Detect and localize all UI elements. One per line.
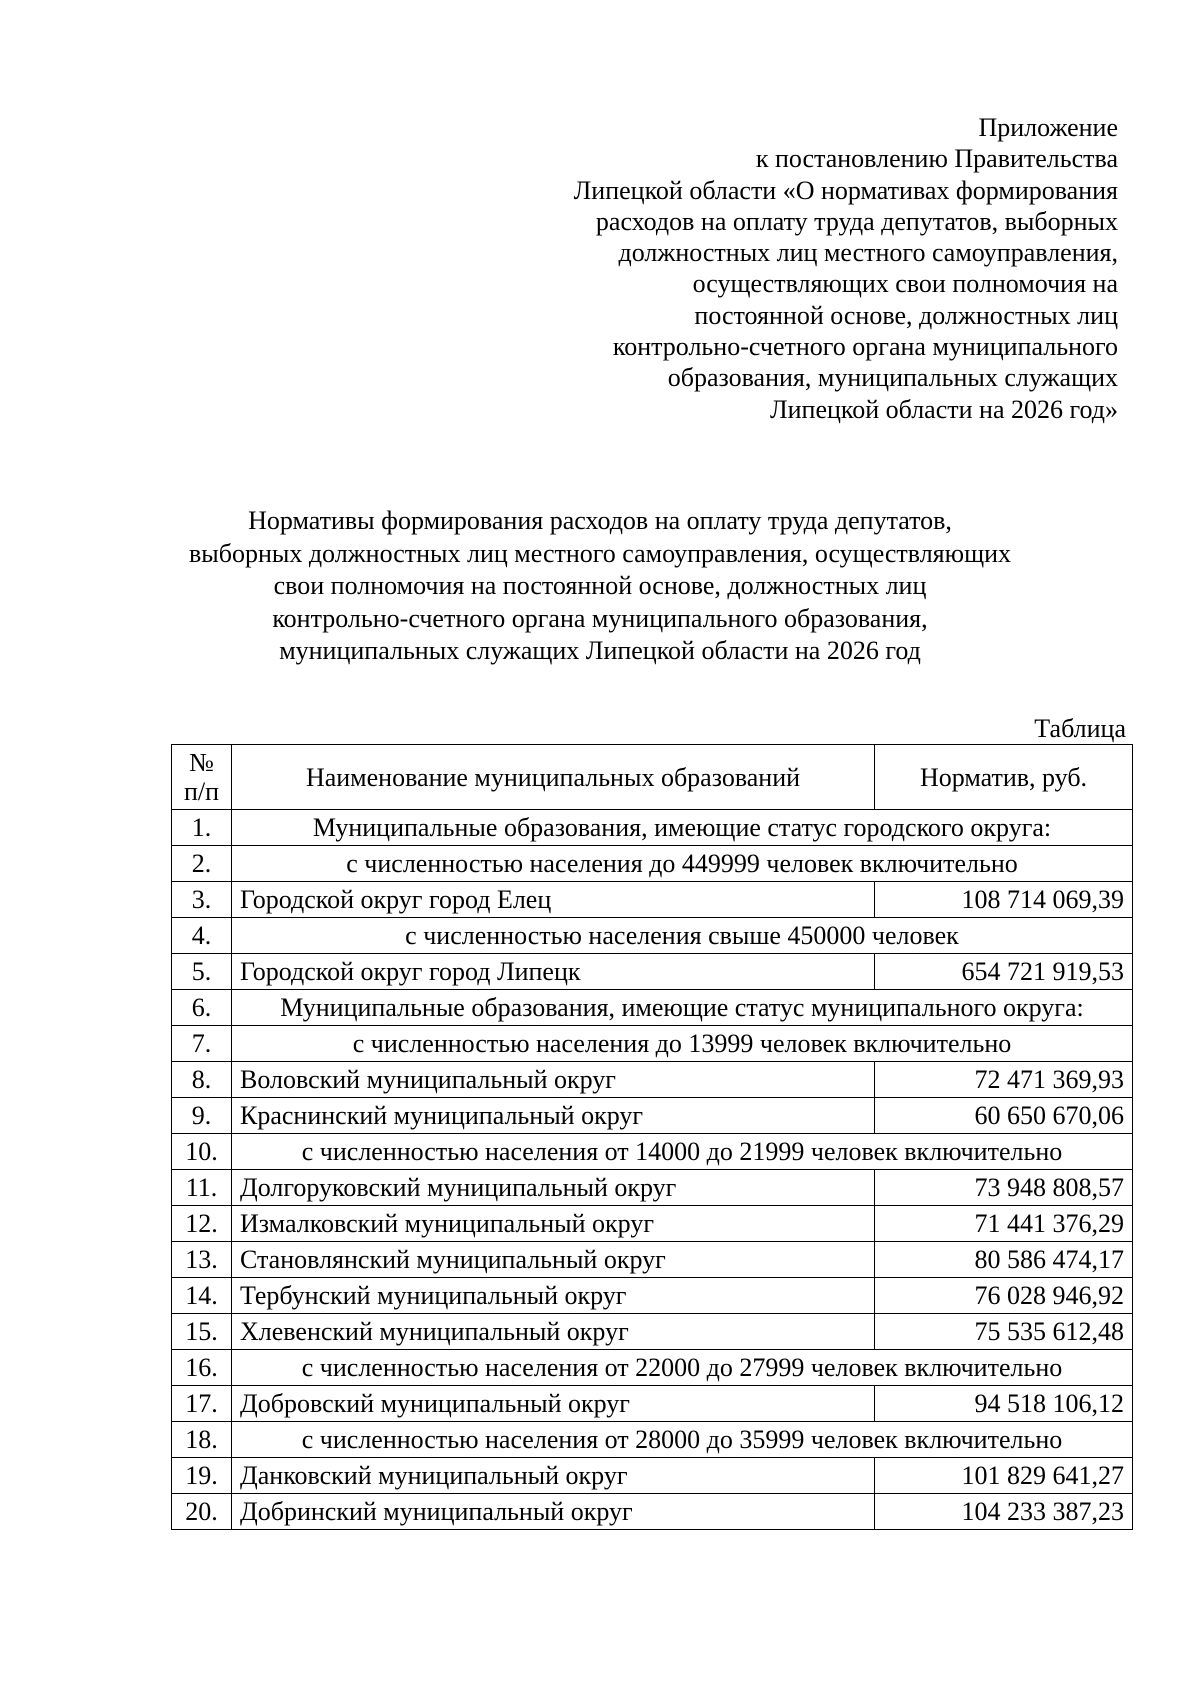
norm-value: 94 518 106,12	[875, 1386, 1133, 1422]
municipality-name: Городской округ город Липецк	[232, 954, 875, 990]
table-section-row	[172, 918, 1133, 954]
table-section-row	[172, 1422, 1133, 1458]
title-line: Нормативы формирования расходов на оплату труда депутатов,	[248, 506, 952, 535]
table-section-row	[172, 990, 1133, 1026]
norm-value: 73 948 808,57	[875, 1170, 1133, 1206]
section-heading: Муниципальные образования, имеющие статус городского округа:	[232, 810, 1133, 846]
table-row	[172, 1494, 1133, 1530]
table-body	[172, 810, 1133, 1530]
row-number: 4.	[172, 918, 232, 954]
row-number: 18.	[172, 1422, 232, 1458]
table-section-row	[172, 1026, 1133, 1062]
header-name: Наименование муниципальных образований	[232, 745, 875, 810]
section-heading: с численностью населения от 14000 до 21999 человек включительно	[232, 1134, 1133, 1170]
row-number: 17.	[172, 1386, 232, 1422]
appendix-line: Липецкой области на 2026 год»	[769, 394, 1118, 424]
row-number: 16.	[172, 1350, 232, 1386]
municipality-name: Становлянский муниципальный округ	[232, 1242, 875, 1278]
municipality-name: Добровский муниципальный округ	[232, 1386, 875, 1422]
norm-value: 80 586 474,17	[875, 1242, 1133, 1278]
municipality-name: Хлевенский муниципальный округ	[232, 1314, 875, 1350]
row-number: 7.	[172, 1026, 232, 1062]
norm-value: 60 650 670,06	[875, 1098, 1133, 1134]
row-number: 12.	[172, 1206, 232, 1242]
section-heading: с численностью населения до 13999 человек включительно	[232, 1026, 1133, 1062]
municipality-name: Добринский муниципальный округ	[232, 1494, 875, 1530]
appendix-line: образования, муниципальных служащих	[667, 363, 1118, 393]
row-number: 1.	[172, 810, 232, 846]
table-row	[172, 1458, 1133, 1494]
municipality-name: Городской округ город Елец	[232, 882, 875, 918]
row-number: 8.	[172, 1062, 232, 1098]
row-number: 3.	[172, 882, 232, 918]
norm-value: 654 721 919,53	[875, 954, 1133, 990]
norm-value: 101 829 641,27	[875, 1458, 1133, 1494]
table-row	[172, 1386, 1133, 1422]
table-row	[172, 882, 1133, 918]
row-number: 13.	[172, 1242, 232, 1278]
norm-value: 71 441 376,29	[875, 1206, 1133, 1242]
table-row	[172, 1062, 1133, 1098]
section-heading: с численностью населения от 28000 до 35999 человек включительно	[232, 1422, 1133, 1458]
municipality-name: Измалковский муниципальный округ	[232, 1206, 875, 1242]
appendix-header	[418, 112, 1118, 425]
row-number: 5.	[172, 954, 232, 990]
norm-value: 76 028 946,92	[875, 1278, 1133, 1314]
table-label: Таблица	[1034, 714, 1126, 743]
appendix-line: расходов на оплату труда депутатов, выборных	[595, 206, 1118, 236]
appendix-line: контрольно-счетного органа муниципального	[612, 332, 1118, 362]
row-number: 11.	[172, 1170, 232, 1206]
row-number: 15.	[172, 1314, 232, 1350]
header-value: Норматив, руб.	[875, 745, 1133, 810]
section-heading: Муниципальные образования, имеющие статус муниципального округа:	[232, 990, 1133, 1026]
row-number: 19.	[172, 1458, 232, 1494]
norm-value: 72 471 369,93	[875, 1062, 1133, 1098]
table-row	[172, 1242, 1133, 1278]
appendix-line: Липецкой области «О нормативах формирования	[573, 175, 1118, 205]
appendix-line: Приложение	[978, 113, 1118, 142]
row-number: 9.	[172, 1098, 232, 1134]
appendix-line: должностных лиц местного самоуправления,	[618, 238, 1118, 268]
appendix-line: к постановлению Правительства	[755, 144, 1118, 174]
row-number: 20.	[172, 1494, 232, 1530]
table-row	[172, 1098, 1133, 1134]
norms-table	[171, 744, 1133, 1530]
table-section-row	[172, 1134, 1133, 1170]
row-number: 2.	[172, 846, 232, 882]
title-line: выборных должностных лиц местного самоуправления, осуществляющих	[188, 538, 1012, 568]
section-heading: с численностью населения от 22000 до 27999 человек включительно	[232, 1350, 1133, 1386]
row-number: 6.	[172, 990, 232, 1026]
appendix-line: осуществляющих свои полномочия на	[692, 269, 1118, 299]
municipality-name: Данковский муниципальный округ	[232, 1458, 875, 1494]
section-heading: с численностью населения свыше 450000 человек	[232, 918, 1133, 954]
appendix-line: постоянной основе, должностных лиц	[694, 300, 1118, 330]
table-section-row	[172, 1350, 1133, 1386]
table-row	[172, 954, 1133, 990]
title-line: муниципальных служащих Липецкой области на 2026 год	[279, 636, 921, 665]
section-heading: с численностью населения до 449999 человек включительно	[232, 846, 1133, 882]
table-row	[172, 1278, 1133, 1314]
norm-value: 108 714 069,39	[875, 882, 1133, 918]
norm-value: 104 233 387,23	[875, 1494, 1133, 1530]
municipality-name: Воловский муниципальный округ	[232, 1062, 875, 1098]
header-num: № п/п	[172, 745, 232, 810]
row-number: 14.	[172, 1278, 232, 1314]
table-header-row	[172, 745, 1133, 810]
table-section-row	[172, 810, 1133, 846]
row-number: 10.	[172, 1134, 232, 1170]
document-title	[0, 505, 1200, 668]
title-line: свои полномочия на постоянной основе, должностных лиц	[273, 571, 927, 600]
title-line: контрольно-счетного органа муниципального образования,	[272, 603, 928, 633]
municipality-name: Краснинский муниципальный округ	[232, 1098, 875, 1134]
norm-value: 75 535 612,48	[875, 1314, 1133, 1350]
table-row	[172, 1170, 1133, 1206]
table-section-row	[172, 846, 1133, 882]
municipality-name: Тербунский муниципальный округ	[232, 1278, 875, 1314]
table-row	[172, 1206, 1133, 1242]
table-row	[172, 1314, 1133, 1350]
municipality-name: Долгоруковский муниципальный округ	[232, 1170, 875, 1206]
